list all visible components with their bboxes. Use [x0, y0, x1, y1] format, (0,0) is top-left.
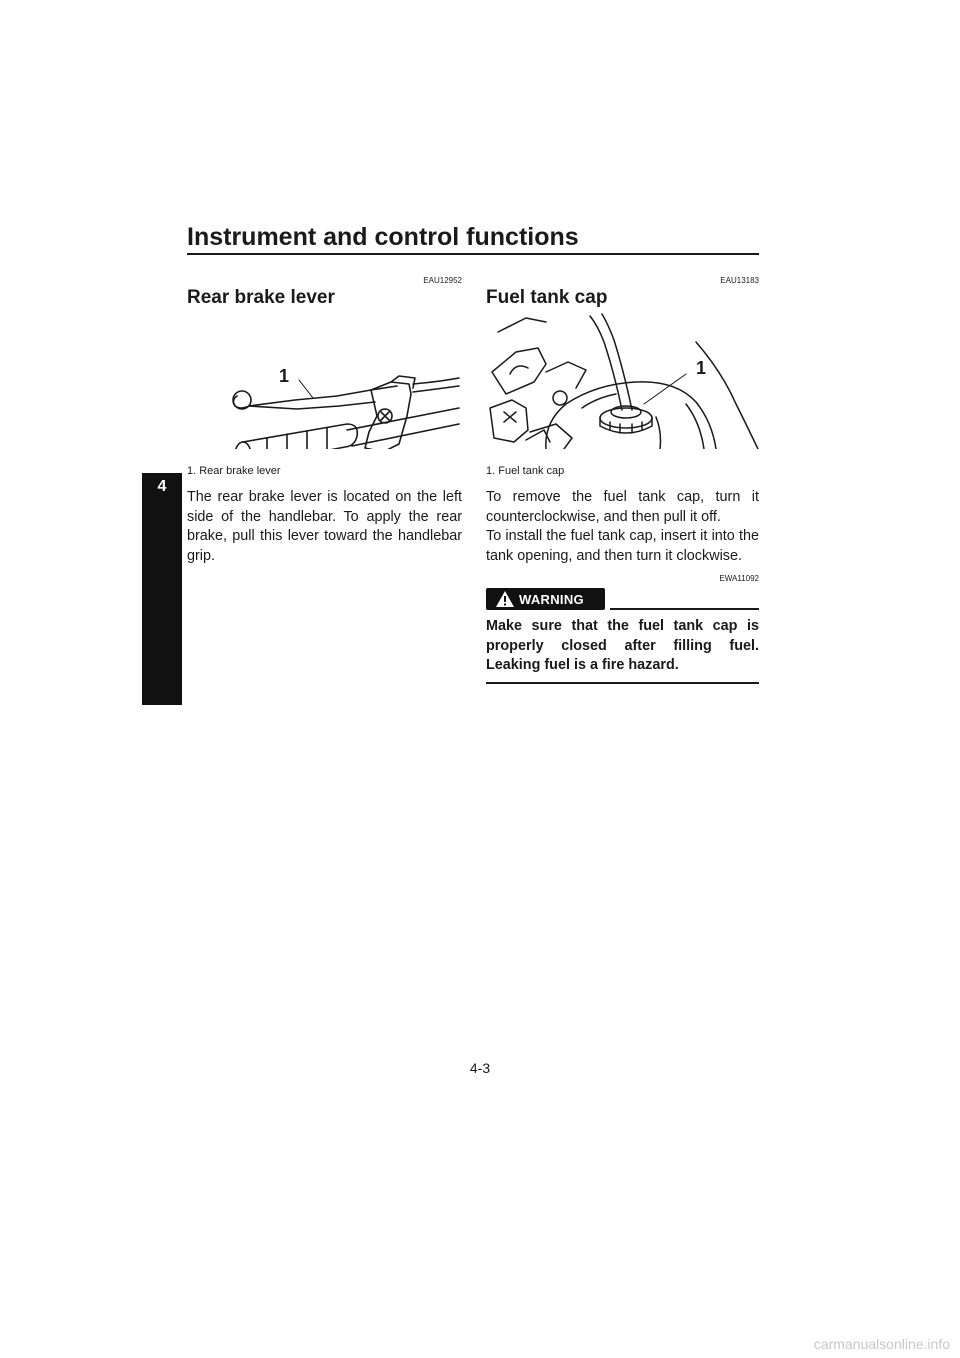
- warning-code: EWA11092: [719, 574, 759, 583]
- watermark: carmanualsonline.info: [813, 1336, 950, 1352]
- fuel-tank-cap-figure: [486, 312, 759, 449]
- section-title: Rear brake lever: [187, 287, 335, 308]
- body-paragraph: The rear brake lever is located on the left side of the handlebar. To apply the rear brake, pull this lever toward the handlebar grip.: [187, 489, 462, 564]
- rear-brake-lever-figure: [187, 312, 462, 449]
- body-paragraph: To install the fuel tank cap, insert it into the tank opening, and then turn it clockwise.: [486, 528, 759, 564]
- chapter-tab: [142, 473, 182, 705]
- section-title: Fuel tank cap: [486, 287, 608, 308]
- body-paragraph: To remove the fuel tank cap, turn it counterclockwise, and then pull it off.: [486, 489, 759, 525]
- page-number: 4-3: [469, 1060, 491, 1076]
- warning-badge: [486, 588, 605, 610]
- rear-brake-lever-section: [187, 276, 462, 566]
- warning-label: WARNING: [519, 591, 584, 607]
- chapter-number: 4: [157, 478, 167, 495]
- brake-lever-illustration: [187, 312, 462, 449]
- section-code: EAU12952: [423, 276, 462, 285]
- warning-triangle-icon: [495, 590, 515, 608]
- figure-caption: 1. Fuel tank cap: [486, 465, 565, 477]
- page-title: Instrument and control functions: [187, 223, 579, 251]
- warning-header: [486, 588, 759, 610]
- fuel-tank-cap-section: [486, 276, 759, 684]
- figure-callout: 1: [279, 366, 290, 386]
- figure-caption: 1. Rear brake lever: [187, 465, 281, 477]
- warning-text: Make sure that the fuel tank cap is properly closed after filling fuel. Leaking fuel is a fire hazard.: [486, 617, 759, 684]
- warning-rule: [610, 608, 759, 610]
- page-header: [187, 222, 759, 255]
- section-code: EAU13183: [720, 276, 759, 285]
- figure-callout: 1: [696, 358, 707, 378]
- fuel-tank-cap-illustration: [486, 312, 759, 449]
